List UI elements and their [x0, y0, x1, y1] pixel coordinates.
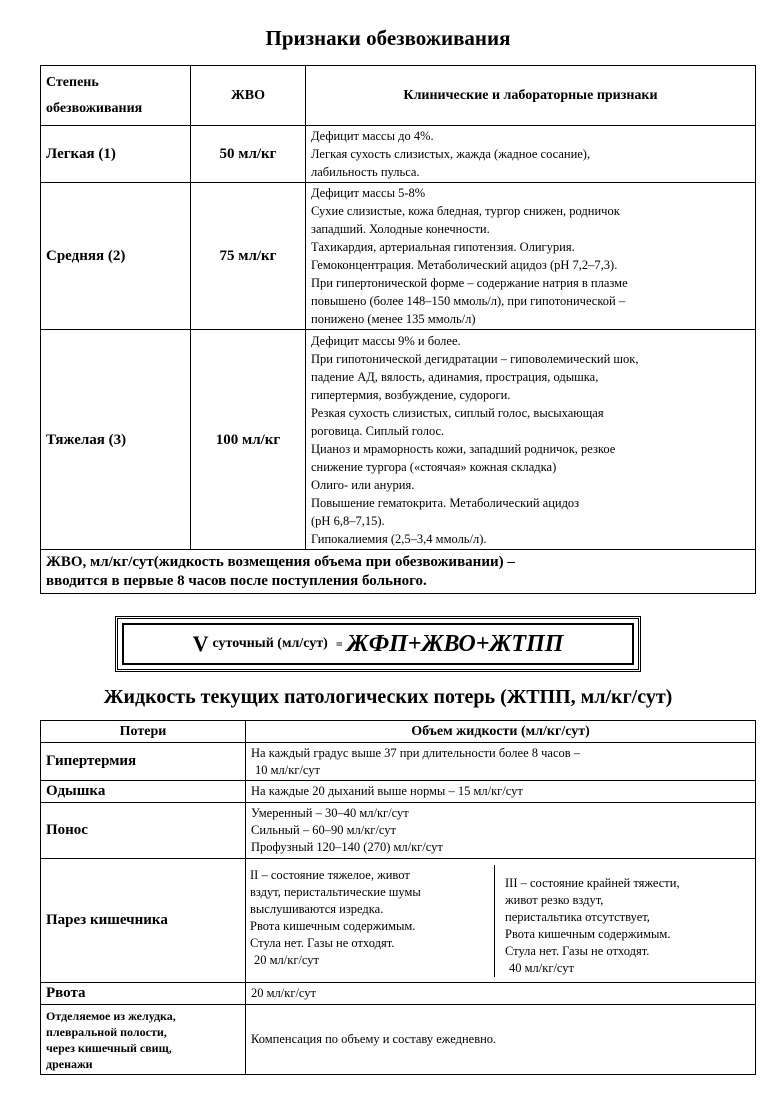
formula-rhs: ЖФП+ЖВО+ЖТПП [346, 630, 564, 657]
volume-line: 10 мл/кг/сут [255, 762, 321, 777]
header-degree-line: Степень [46, 75, 99, 90]
loss-cell: Парез кишечника [41, 859, 246, 983]
degree-cell: Тяжелая (3) [41, 330, 191, 550]
sign-line: роговица. Сиплый голос. [311, 423, 445, 438]
table-row [41, 781, 756, 803]
paresis-line: Стула нет. Газы не отходят. [250, 935, 395, 950]
volume-cell: На каждые 20 дыханий выше нормы – 15 мл/кг/сут [246, 781, 756, 803]
signs-cell [306, 126, 756, 183]
volume-cell [246, 859, 756, 983]
formula-v: V [192, 631, 209, 656]
header-degree-line: обезвоживания [46, 101, 143, 116]
zhvo-cell: 75 мл/кг [191, 183, 306, 330]
paresis-line: вздут, перистальтические шумы [250, 884, 421, 899]
sign-line: западший. Холодные конечности. [311, 222, 490, 236]
sign-line: При гипертонической форме – содержание натрия в плазме [311, 276, 628, 290]
loss-cell: Одышка [41, 781, 246, 803]
paresis-line: Рвота кишечным содержимым. [505, 926, 671, 941]
formula-equals: = [335, 636, 343, 651]
volume-cell: Компенсация по объему и составу ежедневно. [246, 1005, 756, 1075]
table-row [41, 859, 756, 983]
header-signs: Клинические и лабораторные признаки [306, 66, 756, 126]
paresis-line: выслушиваются изредка. [250, 901, 384, 916]
sign-line: Дефицит массы 5-8% [311, 186, 426, 200]
footer-line: ЖВО, мл/кг/сут(жидкость возмещения объема при обезвоживании) – [46, 553, 515, 570]
table-footer-row [41, 550, 756, 594]
sign-line: падение АД, вялость, адинамия, прострация, одышка, [311, 369, 599, 384]
table-row [41, 983, 756, 1005]
header-volume: Объем жидкости (мл/кг/сут) [246, 721, 756, 743]
loss-cell: Понос [41, 803, 246, 859]
page-title: Признаки обезвоживания [265, 26, 511, 50]
sign-line: Олиго- или анурия. [311, 477, 415, 492]
table-row [41, 183, 756, 330]
paresis-grades [246, 865, 755, 977]
signs-cell [306, 183, 756, 330]
dehydration-table [40, 65, 756, 594]
loss-line: через кишечный свищ, [46, 1040, 172, 1055]
loss-cell: Гипертермия [41, 743, 246, 781]
sign-line: Дефицит массы 9% и более. [311, 333, 461, 348]
paresis-line: II – состояние тяжелое, живот [250, 867, 410, 882]
sign-line: снижение тургора («стоячая» кожная складка) [311, 459, 557, 474]
paresis-grade-2 [246, 865, 495, 977]
paresis-grade-3 [495, 865, 756, 977]
section-title: Жидкость текущих патологических потерь (ЖТПП, мл/кг/сут) [103, 686, 673, 708]
formula-subscript: суточный (мл/сут) [212, 636, 328, 651]
sign-line: гипертермия, возбуждение, судороги. [311, 387, 511, 402]
table-row [41, 126, 756, 183]
sign-line: Дефицит массы до 4%. [311, 129, 434, 143]
loss-line: плевральной полости, [46, 1024, 167, 1039]
volume-line: Умеренный – 30–40 мл/кг/сут [251, 806, 409, 820]
sign-line: (рН 6,8–7,15). [311, 513, 385, 528]
paresis-line: 20 мл/кг/сут [254, 952, 320, 967]
paresis-line: Стула нет. Газы не отходят. [505, 943, 650, 958]
loss-line: дренажи [46, 1056, 93, 1071]
header-zhvo: ЖВО [191, 66, 306, 126]
sign-line: понижено (менее 135 ммоль/л) [311, 312, 476, 326]
zhvo-definition [41, 550, 756, 594]
table-row [41, 1005, 756, 1075]
volume-cell [246, 803, 756, 859]
volume-cell: 20 мл/кг/сут [246, 983, 756, 1005]
loss-line: Отделяемое из желудка, [46, 1008, 176, 1023]
sign-line: Повышение гематокрита. Метаболический ацидоз [311, 495, 580, 510]
paresis-line: перистальтика отсутствует, [505, 909, 650, 924]
sign-line: лабильность пульса. [311, 165, 420, 179]
table-row [41, 803, 756, 859]
volume-cell [246, 743, 756, 781]
sign-line: Сухие слизистые, кожа бледная, тургор снижен, родничок [311, 204, 620, 218]
loss-cell [41, 1005, 246, 1075]
formula-inner-frame [122, 623, 634, 665]
daily-volume-formula [115, 616, 641, 672]
sign-line: Легкая сухость слизистых, жажда (жадное сосание), [311, 147, 591, 161]
paresis-line: III – состояние крайней тяжести, [505, 875, 680, 890]
sign-line: Тахикардия, артериальная гипотензия. Олигурия. [311, 240, 575, 254]
volume-line: Сильный – 60–90 мл/кг/сут [251, 823, 397, 837]
table-row [41, 330, 756, 550]
header-degree [41, 66, 191, 126]
signs-cell [306, 330, 756, 550]
sign-line: Гемоконцентрация. Метаболический ацидоз (рН 7,2–7,3). [311, 258, 618, 272]
losses-table [40, 720, 756, 1075]
zhvo-cell: 50 мл/кг [191, 126, 306, 183]
paresis-line: живот резко вздут, [505, 892, 604, 907]
sign-line: Резкая сухость слизистых, сиплый голос, высыхающая [311, 405, 604, 420]
volume-line: Профузный 120–140 (270) мл/кг/сут [251, 840, 443, 854]
volume-line: На каждый градус выше 37 при длительности более 8 часов – [251, 745, 581, 760]
paresis-line: Рвота кишечным содержимым. [250, 918, 416, 933]
sign-line: При гипотонической дегидратации – гиповолемический шок, [311, 351, 639, 366]
header-loss: Потери [41, 721, 246, 743]
degree-cell: Легкая (1) [41, 126, 191, 183]
sign-line: Цианоз и мраморность кожи, западший родничок, резкое [311, 441, 616, 456]
sign-line: Гипокалиемия (2,5–3,4 ммоль/л). [311, 531, 487, 546]
paresis-line: 40 мл/кг/сут [509, 960, 575, 975]
loss-cell: Рвота [41, 983, 246, 1005]
zhvo-cell: 100 мл/кг [191, 330, 306, 550]
sign-line: повышено (более 148–150 ммоль/л), при гипотонической – [311, 294, 626, 308]
table-row [41, 743, 756, 781]
degree-cell: Средняя (2) [41, 183, 191, 330]
footer-line: вводится в первые 8 часов после поступления больного. [46, 572, 427, 589]
